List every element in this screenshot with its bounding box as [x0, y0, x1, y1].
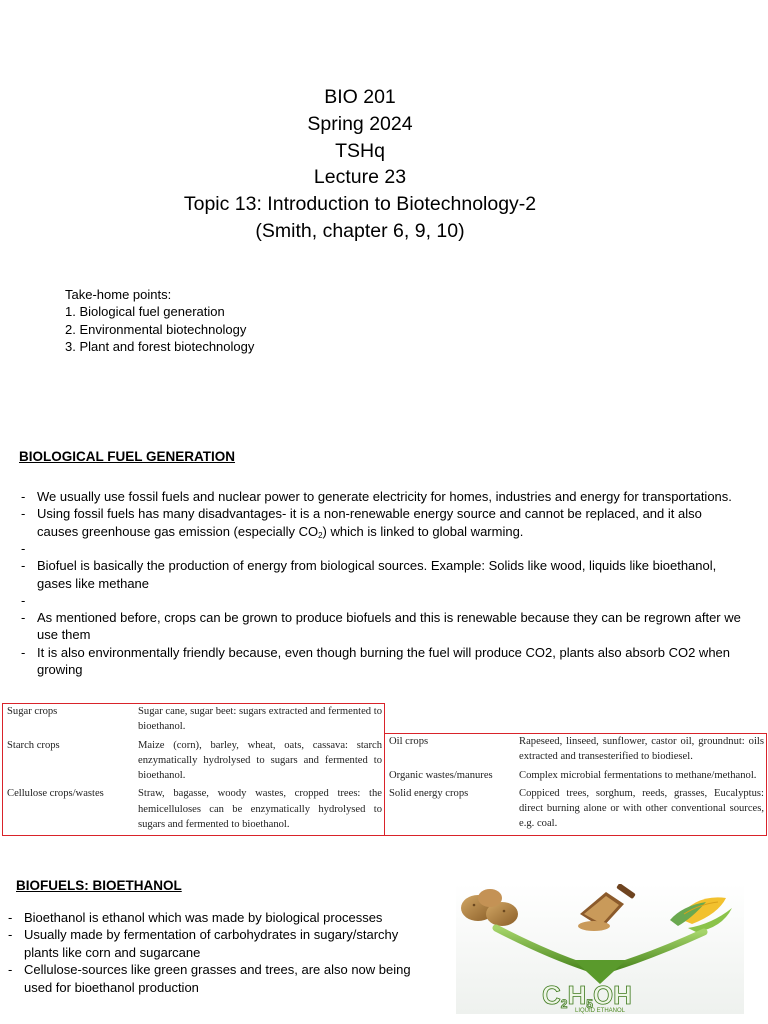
- list-item: - Bioethanol is ethanol which was made by biological processes: [6, 909, 416, 926]
- list-item: - Cellulose-sources like green grasses and trees, are also now being used for bioethanol production: [6, 961, 416, 996]
- crop-description: Maize (corn), barley, wheat, oats, cassava: starch enzymatically hydrolysed to sugars and fermented to bioethanol.: [138, 739, 382, 782]
- formula-c-sub: 2: [560, 997, 568, 1011]
- crop-description: Coppiced trees, sorghum, reeds, grasses, Eucalyptus: direct burning alone or with other conventional sources, e.g. coal.: [519, 787, 764, 830]
- crops-table-right: [384, 733, 767, 836]
- table-row: [3, 738, 384, 787]
- fuel-section-heading: BIOLOGICAL FUEL GENERATION: [19, 449, 236, 464]
- instructor: TSHq: [335, 139, 385, 162]
- table-row: [3, 704, 384, 738]
- list-item: - It is also environmentally friendly because, even though burning the fuel will produce CO2, plants also absorb CO2 when growing: [19, 644, 741, 679]
- table-row: [385, 734, 766, 768]
- takehome-point: 3. Plant and forest biotechnology: [65, 339, 255, 355]
- spacer: [19, 540, 741, 557]
- formula-caption: LIQUID ETHANOL: [574, 1008, 626, 1014]
- course-code: BIO 201: [324, 86, 396, 108]
- bioethanol-section-heading: BIOFUELS: BIOETHANOL: [16, 878, 182, 893]
- bioethanol-bullet-list: [6, 909, 416, 996]
- takehome-point: 2. Environmental biotechnology: [65, 321, 247, 337]
- table-row: [385, 786, 766, 835]
- fuel-bullet-list: [19, 488, 741, 679]
- crop-name: Starch crops: [7, 739, 60, 751]
- bioethanol-illustration: [456, 884, 744, 1014]
- crop-name: Solid energy crops: [389, 787, 469, 799]
- co2-subscript: 2: [318, 530, 323, 540]
- list-item: - Usually made by fermentation of carbohydrates in sugary/starchy plants like corn and sugarcane: [6, 926, 416, 961]
- crop-name: Sugar crops: [7, 706, 58, 717]
- semester: Spring 2024: [307, 112, 413, 135]
- co2-suffix: ) which is linked to global warming.: [322, 523, 524, 539]
- crop-description: Rapeseed, linseed, sunflower, castor oil, groundnut: oils extracted and transesterified to biodiesel.: [519, 736, 764, 763]
- reference-chapters: (Smith, chapter 6, 9, 10): [255, 219, 465, 242]
- list-item: [19, 505, 741, 540]
- crop-description: Straw, bagasse, woody wastes, cropped trees: the hemicelluloses can be enzymatically hydrolysed to sugars and fermented to bioethanol.: [138, 788, 382, 831]
- formula-h-sub: 5: [586, 997, 593, 1011]
- list-item: - Biofuel is basically the production of energy from biological sources. Example: Solids like wood, liquids like bioethanol, gases like methane: [19, 557, 741, 592]
- takehome-heading: Take-home points:: [65, 287, 172, 302]
- formula-oh: OH: [592, 980, 632, 1010]
- lecture-number: Lecture 23: [313, 166, 407, 189]
- spacer: [19, 592, 741, 609]
- crop-description: Sugar cane, sugar beet: sugars extracted and fermented to bioethanol.: [138, 706, 382, 733]
- lecture-title-block: [0, 84, 720, 245]
- table-row: [385, 768, 766, 786]
- formula-h: H: [567, 980, 587, 1010]
- takehome-points: [65, 286, 254, 356]
- list-item: - We usually use fossil fuels and nuclear power to generate electricity for homes, industries and energy for transportations.: [19, 488, 741, 505]
- co2-text: Using fossil fuels has many disadvantages- it is a non-renewable energy source and cannot be replaced, and it also causes greenhouse gas emission (especially CO: [37, 506, 702, 539]
- list-item: - As mentioned before, crops can be grown to produce biofuels and this is renewable because they can be regrown after we use them: [19, 609, 741, 644]
- formula-c: C: [542, 980, 561, 1010]
- topic-title: Topic 13: Introduction to Biotechnology-2: [183, 193, 537, 216]
- crop-name: Oil crops: [389, 736, 429, 747]
- takehome-point: 1. Biological fuel generation: [65, 304, 225, 320]
- crop-name: Organic wastes/manures: [389, 769, 493, 781]
- crop-description: Complex microbial fermentations to methane/methanol.: [519, 769, 757, 781]
- crop-name: Cellulose crops/wastes: [7, 788, 104, 800]
- table-row: [3, 786, 384, 835]
- crops-table-left: [2, 703, 385, 836]
